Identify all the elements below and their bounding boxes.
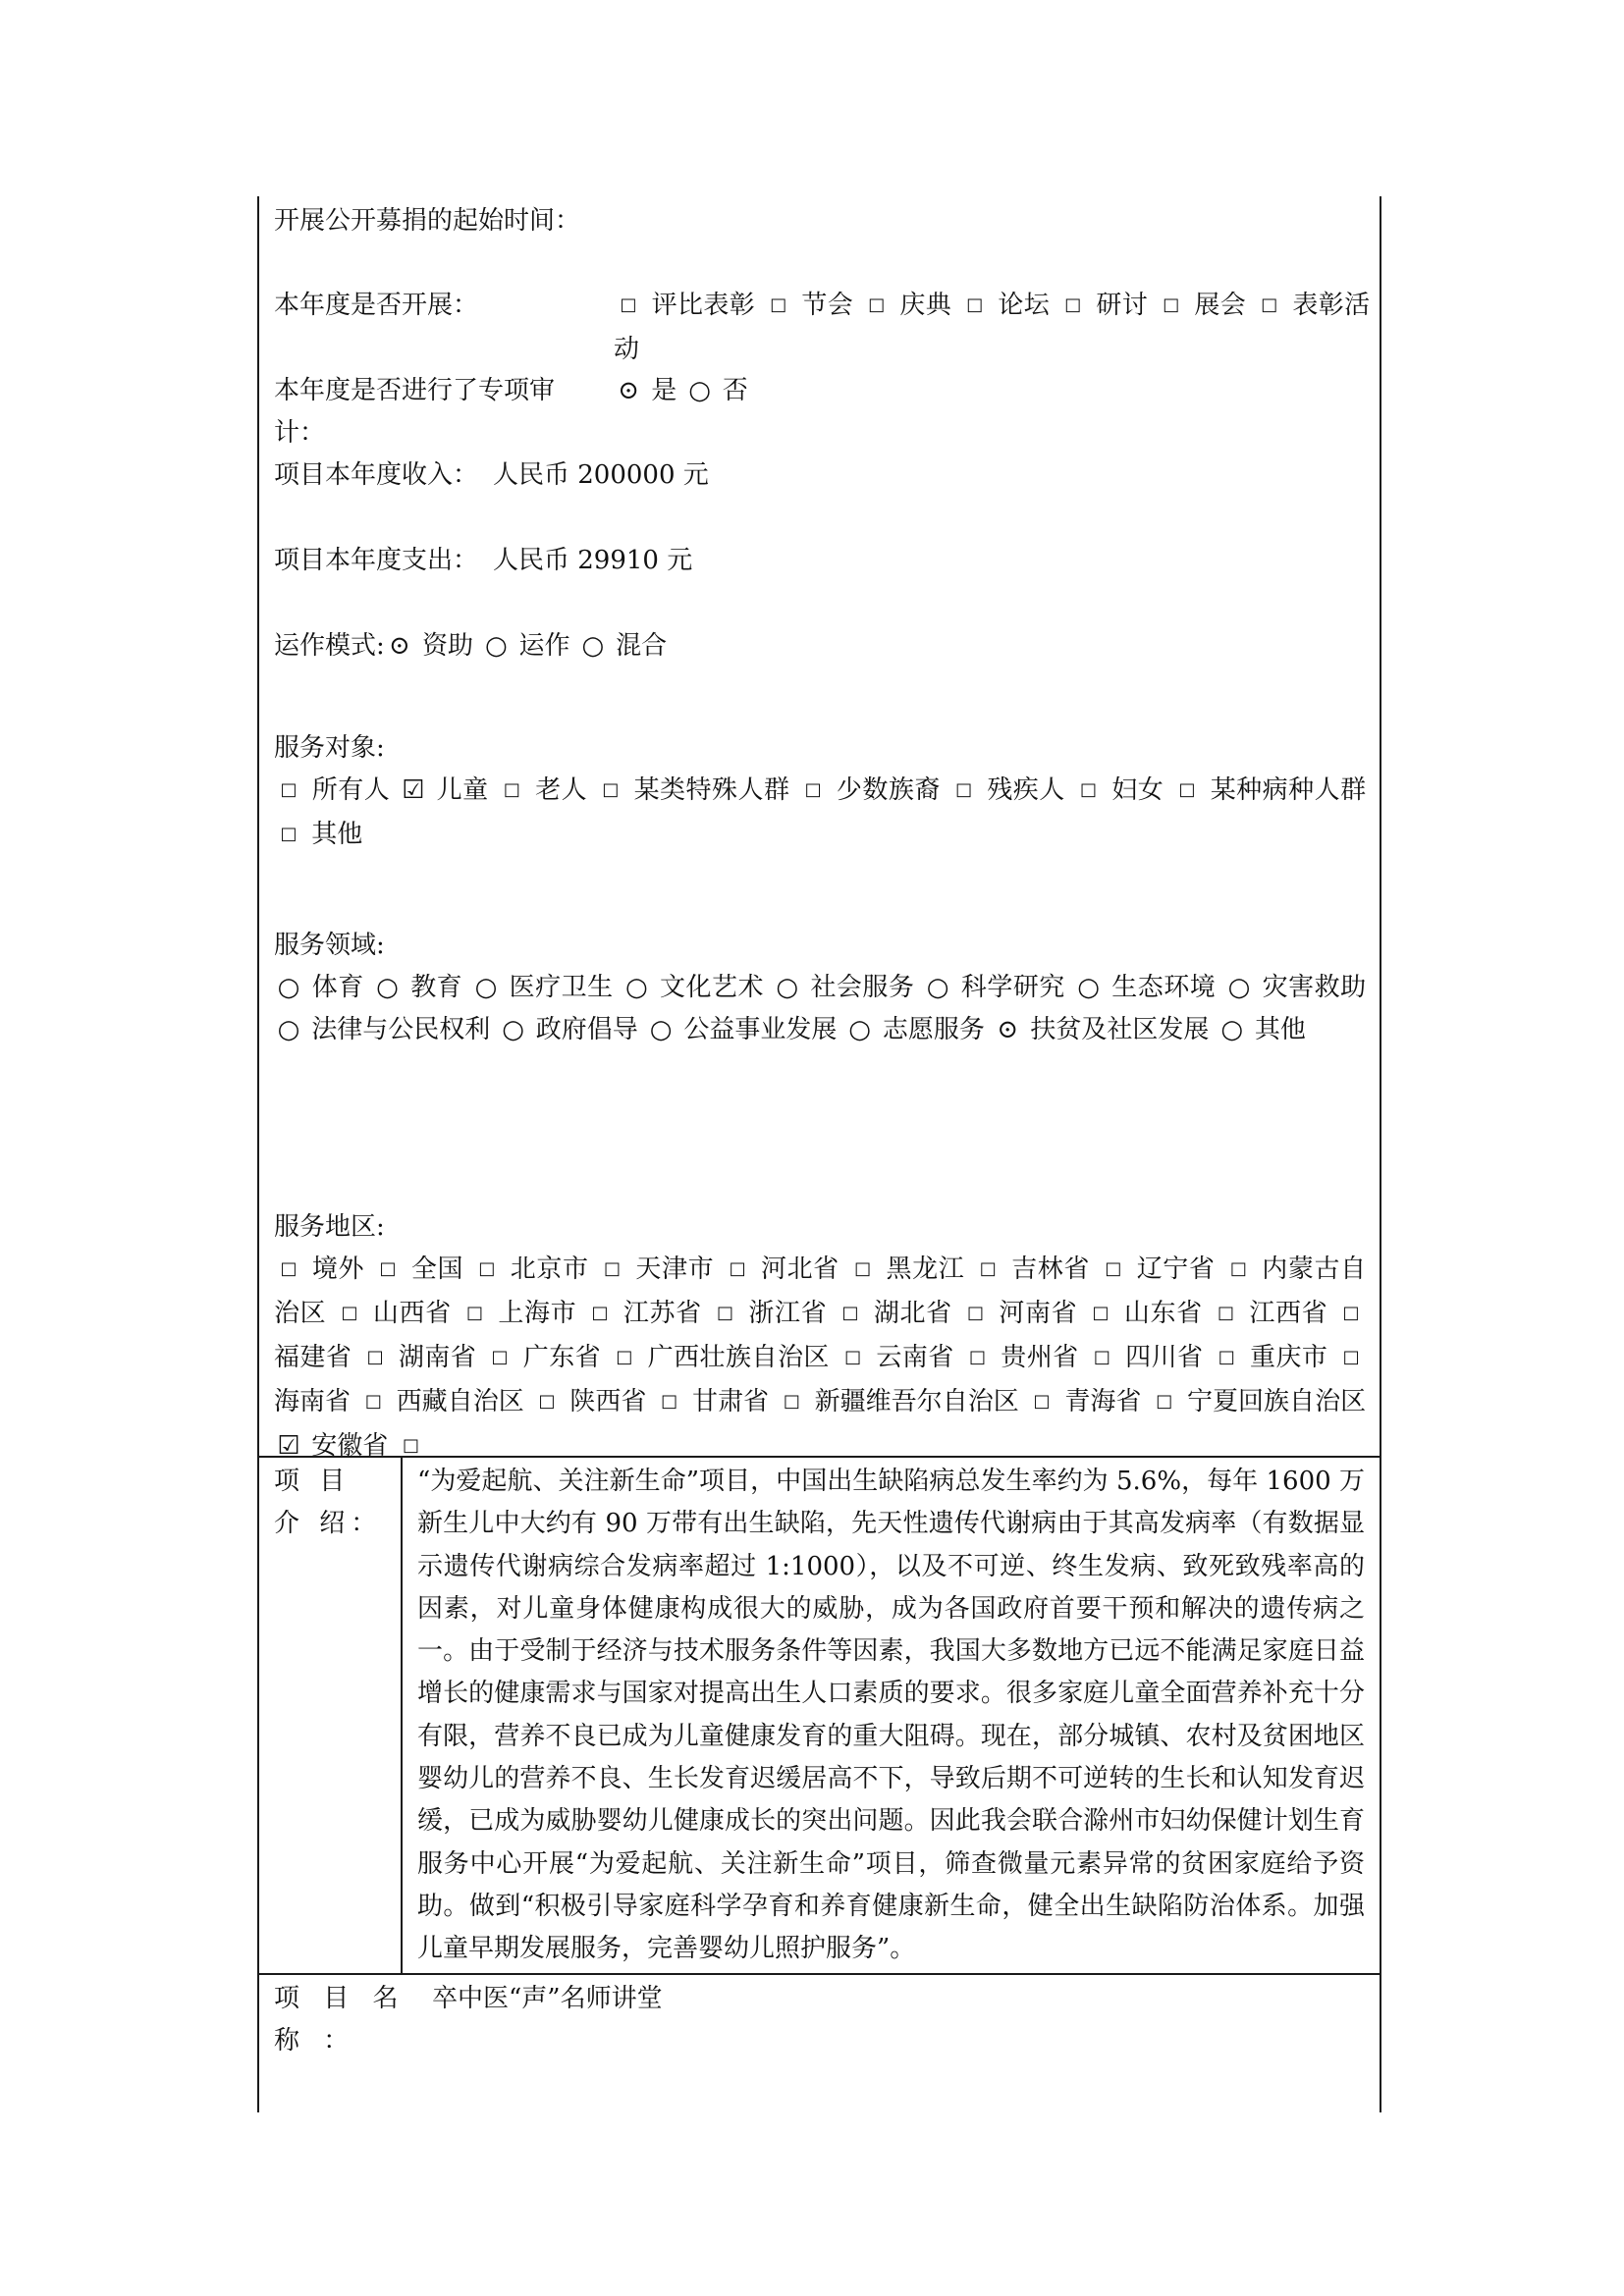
radio-option[interactable]: [923, 973, 1065, 1002]
checkbox-option[interactable]: [839, 1343, 954, 1372]
row-divider-2: [257, 1973, 1381, 1975]
checkbox-empty-icon[interactable]: □: [868, 294, 886, 315]
checkbox-empty-icon[interactable]: □: [538, 1391, 556, 1412]
expense-label: 项目本年度支出：: [274, 546, 479, 575]
checkbox-option[interactable]: [1157, 291, 1246, 320]
checkbox-empty-icon[interactable]: □: [1218, 1303, 1235, 1323]
option-label: 志愿服务: [874, 1015, 985, 1044]
option-label: 科学研究: [952, 973, 1065, 1002]
option-label: 某类特殊人群: [624, 775, 790, 805]
option-label: 否: [714, 376, 748, 405]
option-label: 老人: [526, 775, 588, 805]
radio-option[interactable]: [274, 1015, 490, 1044]
checkbox-empty-icon[interactable]: □: [1218, 1347, 1235, 1367]
fundraising-label: 开展公开募捐的起始时间：: [274, 206, 581, 236]
checkbox-empty-icon[interactable]: □: [1093, 1347, 1110, 1367]
radio-option[interactable]: [614, 376, 677, 405]
radio-empty-icon[interactable]: ○: [502, 1015, 524, 1044]
option-label: 政府倡导: [527, 1015, 638, 1044]
checkbox-empty-icon[interactable]: □: [854, 1258, 872, 1279]
checkbox-option[interactable]: [358, 1387, 523, 1416]
option-label: 云南省: [867, 1343, 954, 1372]
checkbox-empty-icon[interactable]: □: [979, 1258, 997, 1279]
option-label: 辽宁省: [1127, 1255, 1216, 1284]
income-label: 项目本年度收入：: [274, 460, 479, 490]
option-label: 某种病种人群: [1201, 775, 1367, 805]
checkbox-empty-icon[interactable]: □: [616, 1347, 633, 1367]
checkbox-empty-icon[interactable]: □: [1261, 294, 1278, 315]
checkbox-option[interactable]: [585, 1299, 702, 1328]
option-label: 内蒙古自治区: [274, 1255, 1367, 1328]
option-label: 广东省: [514, 1343, 602, 1372]
checkbox-checked-icon[interactable]: ☑: [402, 775, 425, 805]
option-label: 公益事业发展: [676, 1015, 838, 1044]
option-label: 福建省: [274, 1343, 352, 1372]
radio-selected-icon[interactable]: ⊙: [388, 631, 410, 661]
radio-option[interactable]: [372, 973, 462, 1002]
checkbox-option[interactable]: [848, 1255, 965, 1284]
checkbox-option[interactable]: [1150, 1387, 1366, 1416]
option-label: 生态环境: [1103, 973, 1217, 1002]
option-label: 混合: [607, 631, 668, 661]
checkbox-option[interactable]: [862, 291, 951, 320]
checkbox-empty-icon[interactable]: □: [1178, 779, 1196, 800]
intro-label: 项 目 介 绍：: [274, 1467, 383, 1538]
radio-empty-icon[interactable]: ○: [581, 631, 605, 661]
operation-mode: [274, 625, 961, 667]
intro-text: “为爱起航、关注新生命”项目，中国出生缺陷病总发生率约为 5.6%，每年 1600 万新生儿中大约有 90 万带有出生缺陷，先天性遗传代谢病由于其高发病率（有数据显示遗传代谢病综合发病率超过 1:1000），以及不可逆、终生发病、致死致残率高的因素，对儿童身体健康构成很大的威胁，成为各国政府首要干预和解决的遗传病之一。由于受制于经济与技术服务条件等因素，我国大多数地方已远不能满足家庭日益增长的健康需求与国家对提高出生人口素质的要求。很多家庭儿童全面营养补充十分有限，营养不良已成为儿童健康发育的重大阻碍。现在，部分城镇、农村及贫困地区婴幼儿的营养不良、生长发育迟缓居高不下，导致后期不可逆转的生长和认知发育迟缓，已成为威胁婴幼儿健康成长的突出问题。因此我会联合滁州市妇幼保健计划生育服务中心开展“为爱起航、关注新生命”项目，筛查微量元素异常的贫困家庭给予资助。做到“积极引导家庭科学孕育和养育健康新生命，健全出生缺陷防治体系。加强儿童早期发展服务，完善婴幼儿照护服务”。: [417, 1467, 1365, 1964]
checkbox-checked-icon[interactable]: ☑: [277, 1431, 300, 1461]
radio-empty-icon[interactable]: ○: [484, 631, 508, 661]
option-label: 江苏省: [615, 1299, 702, 1328]
checkbox-option[interactable]: [274, 775, 390, 805]
radio-empty-icon[interactable]: ○: [649, 1015, 673, 1044]
option-label: 展会: [1185, 291, 1247, 320]
option-label: 研讨: [1087, 291, 1149, 320]
radio-empty-icon[interactable]: ○: [624, 973, 648, 1002]
checkbox-option[interactable]: [723, 1255, 839, 1284]
radio-option[interactable]: [1224, 973, 1366, 1002]
radio-option[interactable]: [773, 973, 915, 1002]
audit-label: 本年度是否进行了专项审计：: [274, 376, 556, 448]
radio-empty-icon[interactable]: ○: [926, 973, 949, 1002]
audit-options: [614, 370, 1006, 412]
targets-options: [274, 770, 1366, 858]
checkbox-empty-icon[interactable]: □: [591, 1303, 609, 1323]
checkbox-option[interactable]: [960, 291, 1050, 320]
checkbox-option[interactable]: [274, 1431, 388, 1461]
checkbox-option[interactable]: [711, 1299, 828, 1328]
checkbox-option[interactable]: [836, 1299, 952, 1328]
intro-column-divider: [401, 1456, 403, 1973]
option-label: 甘肃省: [683, 1387, 770, 1416]
option-label: 重庆市: [1241, 1343, 1328, 1372]
checkbox-empty-icon[interactable]: □: [466, 1303, 484, 1323]
option-label: 西藏自治区: [388, 1387, 524, 1416]
option-label: 残疾人: [978, 775, 1065, 805]
checkbox-empty-icon[interactable]: □: [280, 779, 298, 800]
checkbox-option[interactable]: [274, 820, 362, 849]
option-label: 贵州省: [992, 1343, 1079, 1372]
checkbox-empty-icon[interactable]: □: [1105, 1258, 1122, 1279]
project2-value: 卒中医“声”名师讲堂: [432, 1984, 663, 2013]
option-label: 庆典: [891, 291, 952, 320]
checkbox-empty-icon[interactable]: □: [841, 1303, 859, 1323]
checkbox-empty-icon[interactable]: □: [364, 1391, 382, 1412]
fields-label: 服务领域:: [274, 931, 385, 960]
checkbox-option[interactable]: [1027, 1387, 1141, 1416]
checkbox-option[interactable]: [373, 1255, 463, 1284]
checkbox-option[interactable]: [655, 1387, 769, 1416]
checkbox-option[interactable]: [610, 1343, 830, 1372]
option-label: 安徽省: [303, 1431, 389, 1461]
option-label: 吉林省: [1002, 1255, 1090, 1284]
radio-selected-icon[interactable]: ⊙: [997, 1015, 1019, 1044]
checkbox-empty-icon[interactable]: □: [717, 1303, 734, 1323]
option-label: 新疆维吾尔自治区: [806, 1387, 1019, 1416]
checkbox-option[interactable]: [274, 1255, 364, 1284]
option-label: 山东省: [1115, 1299, 1203, 1328]
radio-option[interactable]: [274, 973, 364, 1002]
checkbox-option[interactable]: [397, 1431, 426, 1461]
radio-option[interactable]: [578, 631, 667, 661]
regions-label: 服务地区:: [274, 1212, 385, 1242]
radio-option[interactable]: [685, 376, 748, 405]
checkbox-empty-icon[interactable]: □: [804, 779, 822, 800]
option-label: 法律与公民权利: [303, 1015, 491, 1044]
checkbox-option[interactable]: [973, 1255, 1090, 1284]
checkbox-option[interactable]: [598, 1255, 715, 1284]
checkbox-option[interactable]: [532, 1387, 646, 1416]
radio-empty-icon[interactable]: ○: [277, 1015, 300, 1044]
radio-empty-icon[interactable]: ○: [277, 973, 300, 1002]
option-label: 灾害救助: [1253, 973, 1367, 1002]
option-label: 四川省: [1116, 1343, 1204, 1372]
option-label: 境外: [303, 1255, 365, 1284]
option-label: 其他: [303, 820, 363, 849]
checkbox-option[interactable]: [596, 775, 790, 805]
checkbox-empty-icon[interactable]: □: [280, 1258, 298, 1279]
checkbox-empty-icon[interactable]: □: [1064, 294, 1082, 315]
checkbox-empty-icon[interactable]: □: [844, 1347, 862, 1367]
checkbox-empty-icon[interactable]: □: [379, 1258, 397, 1279]
radio-empty-icon[interactable]: ○: [1077, 973, 1100, 1002]
option-label: 陕西省: [562, 1387, 647, 1416]
checkbox-empty-icon[interactable]: □: [966, 294, 984, 315]
checkbox-empty-icon[interactable]: □: [1080, 779, 1098, 800]
radio-option[interactable]: [845, 1015, 985, 1044]
option-label: 山西省: [364, 1299, 452, 1328]
option-label: 论坛: [989, 291, 1051, 320]
radio-option[interactable]: [622, 973, 764, 1002]
option-label: 广西壮族自治区: [638, 1343, 830, 1372]
fields-options: [274, 967, 1366, 1051]
radio-empty-icon[interactable]: ○: [776, 973, 799, 1002]
radio-option[interactable]: [993, 1015, 1209, 1044]
income-value: 人民币 200000 元: [493, 460, 709, 490]
checkbox-empty-icon[interactable]: □: [503, 779, 520, 800]
radio-selected-icon[interactable]: ⊙: [618, 376, 639, 405]
checkbox-option[interactable]: [963, 1343, 1079, 1372]
option-label: 江西省: [1240, 1299, 1328, 1328]
checkbox-empty-icon[interactable]: □: [341, 1303, 358, 1323]
option-label: 社会服务: [801, 973, 915, 1002]
option-label: 妇女: [1103, 775, 1164, 805]
checkbox-option[interactable]: [1212, 1343, 1327, 1372]
targets-label: 服务对象:: [274, 733, 385, 763]
checkbox-empty-icon[interactable]: □: [280, 824, 298, 844]
checkbox-option[interactable]: [1058, 291, 1148, 320]
radio-empty-icon[interactable]: ○: [688, 376, 711, 405]
option-label: 宁夏回族自治区: [1178, 1387, 1367, 1416]
option-label: 海南省: [274, 1387, 352, 1416]
option-label: 北京市: [501, 1255, 589, 1284]
checkbox-empty-icon[interactable]: □: [1342, 1303, 1360, 1323]
checkbox-option[interactable]: [460, 1299, 577, 1328]
checkbox-empty-icon[interactable]: □: [604, 1258, 622, 1279]
checkbox-option[interactable]: [485, 1343, 601, 1372]
expense-value: 人民币 29910 元: [493, 546, 693, 575]
option-label: 河南省: [990, 1299, 1078, 1328]
table-left-border: [257, 196, 259, 2112]
option-label: 运作: [511, 631, 570, 661]
checkbox-option[interactable]: [949, 775, 1065, 805]
checkbox-empty-icon[interactable]: □: [478, 1258, 496, 1279]
radio-empty-icon[interactable]: ○: [474, 973, 498, 1002]
checkbox-empty-icon[interactable]: □: [729, 1258, 746, 1279]
radio-option[interactable]: [385, 631, 473, 661]
radio-option[interactable]: [471, 973, 614, 1002]
option-label: 其他: [1246, 1015, 1306, 1044]
checkbox-option[interactable]: [1074, 775, 1164, 805]
radio-option[interactable]: [646, 1015, 837, 1044]
checkbox-empty-icon[interactable]: □: [1033, 1391, 1051, 1412]
checkbox-empty-icon[interactable]: □: [967, 1303, 985, 1323]
option-label: 湖北省: [865, 1299, 952, 1328]
checkbox-option[interactable]: [961, 1299, 1078, 1328]
checkbox-empty-icon[interactable]: □: [1092, 1303, 1110, 1323]
option-label: 少数族裔: [828, 775, 941, 805]
option-label: 节会: [792, 291, 854, 320]
option-label: 湖南省: [390, 1343, 477, 1372]
option-label: 浙江省: [739, 1299, 828, 1328]
checkbox-empty-icon[interactable]: □: [1342, 1347, 1360, 1367]
checkbox-option[interactable]: [1172, 775, 1366, 805]
checkbox-empty-icon[interactable]: □: [770, 294, 787, 315]
option-label: 天津市: [626, 1255, 715, 1284]
option-label: 医疗卫生: [500, 973, 614, 1002]
checkbox-empty-icon[interactable]: □: [366, 1347, 384, 1367]
option-label: 资助: [413, 631, 474, 661]
checkbox-empty-icon[interactable]: □: [1229, 1258, 1247, 1279]
option-label: 表彰活动: [614, 291, 1371, 364]
checkbox-empty-icon[interactable]: □: [620, 294, 637, 315]
checkbox-option[interactable]: [360, 1343, 476, 1372]
checkbox-empty-icon[interactable]: □: [602, 779, 620, 800]
option-label: 文化艺术: [651, 973, 764, 1002]
option-label: 体育: [303, 973, 364, 1002]
radio-empty-icon[interactable]: ○: [376, 973, 399, 1002]
option-label: 评比表彰: [643, 291, 756, 320]
radio-option[interactable]: [481, 631, 569, 661]
checkbox-option[interactable]: [798, 775, 941, 805]
activities-options: [614, 285, 1370, 371]
option-label: 扶贫及社区发展: [1022, 1015, 1210, 1044]
checkbox-empty-icon[interactable]: □: [783, 1391, 800, 1412]
checkbox-empty-icon[interactable]: □: [403, 1435, 420, 1456]
option-label: 是: [643, 376, 677, 405]
regions-options: [274, 1249, 1366, 1469]
radio-empty-icon[interactable]: ○: [1220, 1015, 1243, 1044]
radio-option[interactable]: [499, 1015, 638, 1044]
checkbox-option[interactable]: [614, 291, 755, 320]
option-label: 教育: [402, 973, 463, 1002]
checkbox-option[interactable]: [497, 775, 587, 805]
checkbox-option[interactable]: [764, 291, 853, 320]
checkbox-option[interactable]: [1086, 1299, 1203, 1328]
radio-option[interactable]: [1218, 1015, 1306, 1044]
option-label: 青海省: [1056, 1387, 1142, 1416]
radio-empty-icon[interactable]: ○: [848, 1015, 871, 1044]
option-label: 河北省: [752, 1255, 839, 1284]
checkbox-option[interactable]: [777, 1387, 1018, 1416]
checkbox-option[interactable]: [335, 1299, 452, 1328]
checkbox-empty-icon[interactable]: □: [491, 1347, 509, 1367]
radio-empty-icon[interactable]: ○: [1227, 973, 1251, 1002]
operation-mode-label: 运作模式:: [274, 631, 385, 661]
checkbox-option[interactable]: [399, 775, 489, 805]
checkbox-option[interactable]: [1099, 1255, 1216, 1284]
checkbox-empty-icon[interactable]: □: [955, 779, 973, 800]
checkbox-empty-icon[interactable]: □: [661, 1391, 678, 1412]
checkbox-option[interactable]: [1212, 1299, 1328, 1328]
option-label: 黑龙江: [877, 1255, 965, 1284]
checkbox-option[interactable]: [472, 1255, 589, 1284]
checkbox-empty-icon[interactable]: □: [968, 1347, 986, 1367]
activities-label: 本年度是否开展：: [274, 291, 479, 320]
checkbox-empty-icon[interactable]: □: [1156, 1391, 1173, 1412]
checkbox-option[interactable]: [1087, 1343, 1203, 1372]
option-label: 所有人: [303, 775, 391, 805]
project2-label: 项 目 名 称 ：: [274, 1984, 406, 2056]
option-label: 上海市: [489, 1299, 577, 1328]
checkbox-empty-icon[interactable]: □: [1163, 294, 1180, 315]
option-label: 全国: [402, 1255, 464, 1284]
table-right-border: [1380, 196, 1381, 2112]
radio-option[interactable]: [1074, 973, 1217, 1002]
option-label: 儿童: [427, 775, 489, 805]
